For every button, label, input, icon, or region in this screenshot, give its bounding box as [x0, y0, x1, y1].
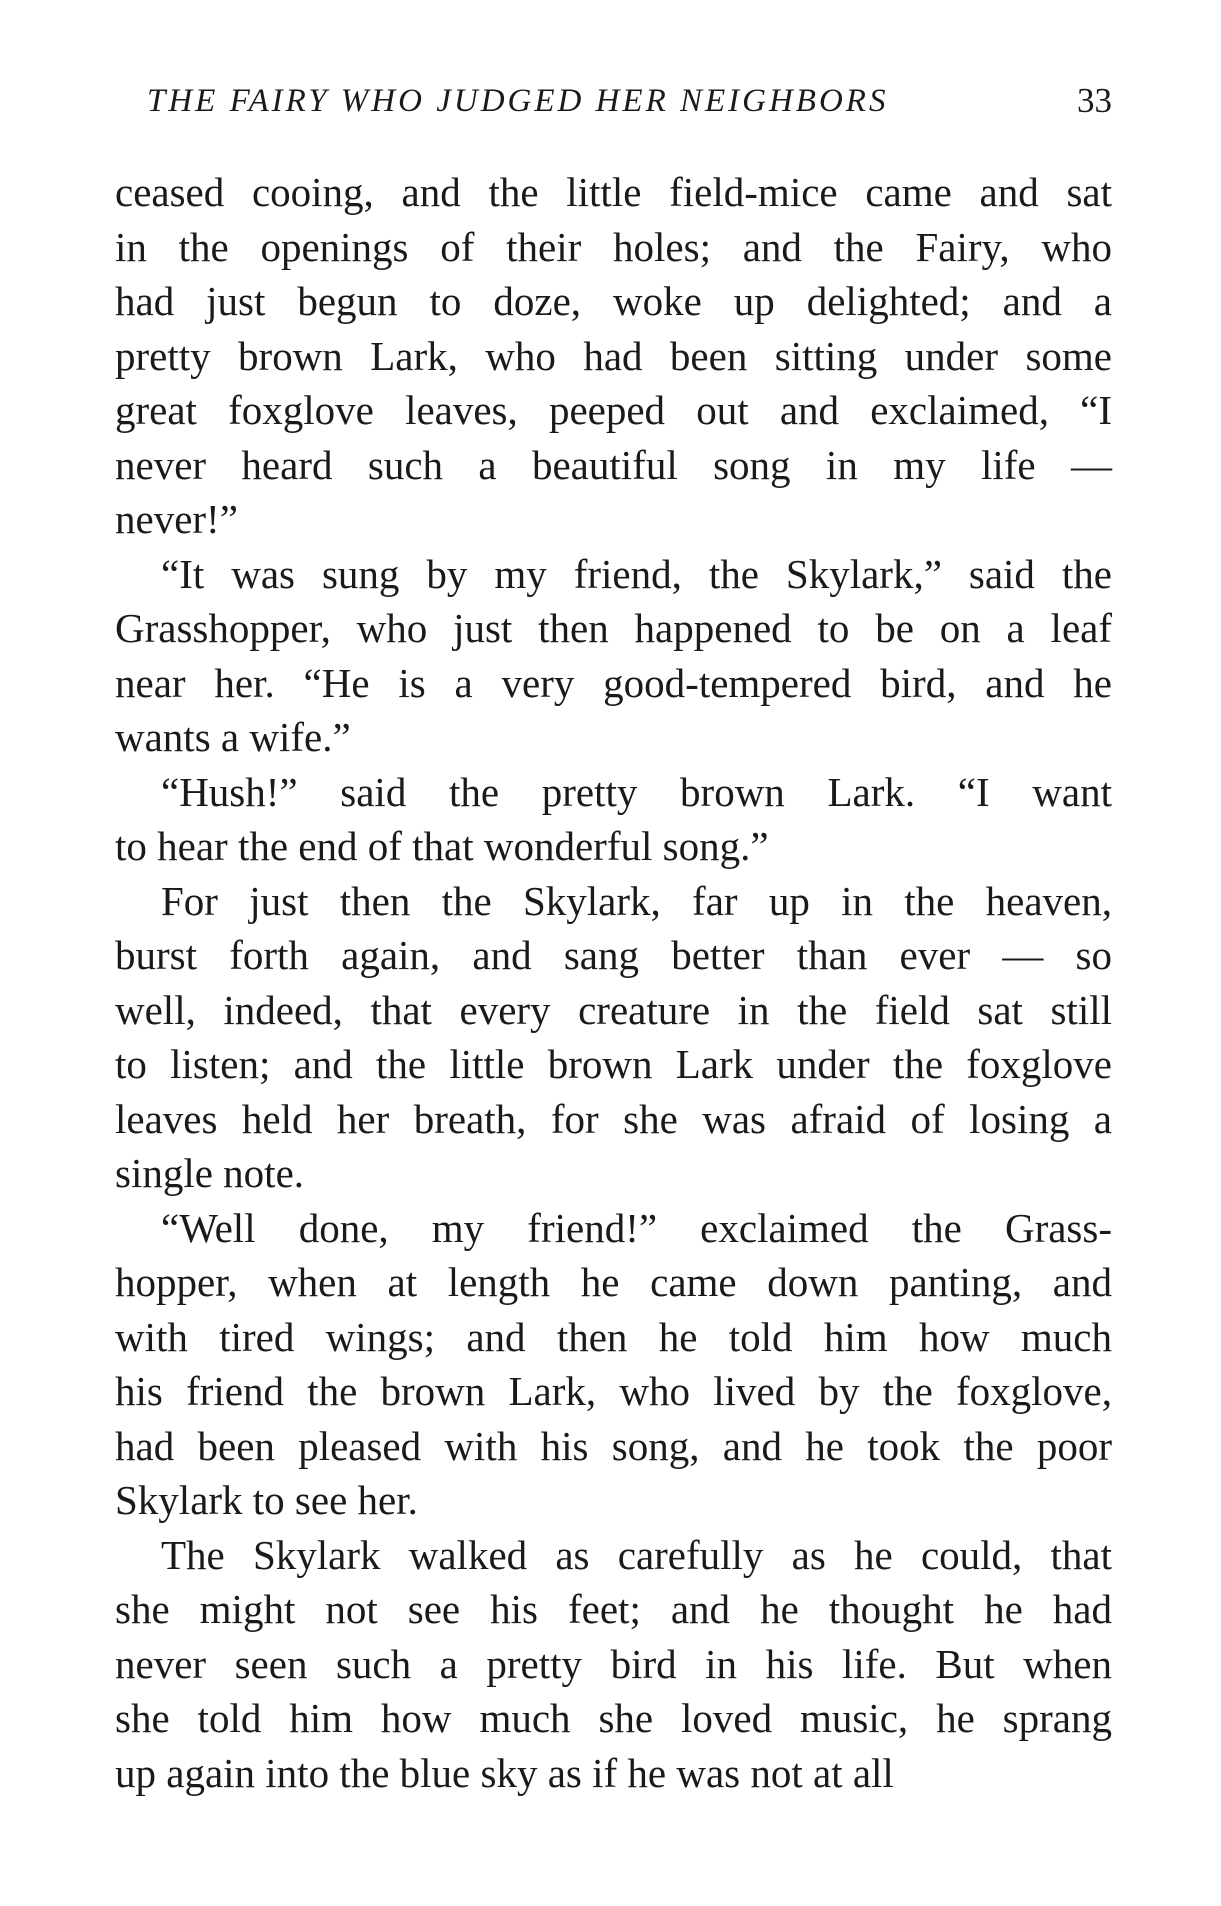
text-line: hopper, when at length he came down panting, and: [115, 1259, 1112, 1305]
text-line: to listen; and the little brown Lark under the foxglove: [115, 1041, 1112, 1087]
text-line: well, indeed, that every creature in the field sat still: [115, 986, 1112, 1033]
text-line: up again into the blue sky as if he was not at all: [115, 1749, 894, 1796]
text-line: The Skylark walked as carefully as he could, that: [161, 1531, 1112, 1578]
text-line: ceased cooing, and the little field-mice came and sat: [115, 169, 1112, 215]
text-line: great foxglove leaves, peeped out and exclaimed, “I: [115, 387, 1112, 433]
text-line: never!”: [115, 496, 238, 542]
text-line: For just then the Skylark, far up in the heaven,: [161, 877, 1112, 924]
paragraph: [115, 765, 1112, 874]
text-line: with tired wings; and then he told him how much: [115, 1313, 1112, 1360]
running-title: THE FAIRY WHO JUDGED HER NEIGHBORS: [147, 83, 889, 119]
text-line: “Hush!” said the pretty brown Lark. “I want: [161, 768, 1112, 815]
text-line: “Well done, my friend!” exclaimed the Grass-: [161, 1204, 1112, 1251]
text-line: had just begun to doze, woke up delighted; and a: [115, 278, 1112, 324]
text-line: leaves held her breath, for she was afraid of losing a: [115, 1095, 1112, 1142]
text-line: she might not see his feet; and he thought he had: [115, 1586, 1112, 1632]
text-line: his friend the brown Lark, who lived by the foxglove,: [115, 1368, 1112, 1414]
paragraph: [115, 1528, 1112, 1801]
paragraph: [115, 1201, 1112, 1528]
text-line: in the openings of their holes; and the Fairy, who: [115, 223, 1112, 270]
body-text: [115, 165, 1112, 1800]
text-line: wants a wife.”: [115, 714, 351, 760]
text-line: never heard such a beautiful song in my life —: [115, 441, 1112, 488]
text-line: Skylark to see her.: [115, 1477, 418, 1523]
running-head: [115, 76, 1112, 126]
text-line: had been pleased with his song, and he took the poor: [115, 1422, 1112, 1469]
text-line: “It was sung by my friend, the Skylark,” said the: [161, 550, 1112, 597]
text-line: never seen such a pretty bird in his life. But when: [115, 1640, 1112, 1687]
text-line: to hear the end of that wonderful song.”: [115, 823, 769, 869]
text-line: single note.: [115, 1150, 305, 1196]
text-line: pretty brown Lark, who had been sitting under some: [115, 332, 1112, 379]
text-line: near her. “He is a very good-tempered bird, and he: [115, 659, 1112, 706]
text-line: burst forth again, and sang better than ever — so: [115, 932, 1112, 978]
paragraph: [115, 547, 1112, 765]
paragraph: [115, 874, 1112, 1201]
paragraph: [115, 165, 1112, 547]
text-line: she told him how much she loved music, he sprang: [115, 1695, 1112, 1741]
text-line: Grasshopper, who just then happened to be on a leaf: [115, 605, 1112, 651]
page-number: 33: [1077, 81, 1112, 120]
